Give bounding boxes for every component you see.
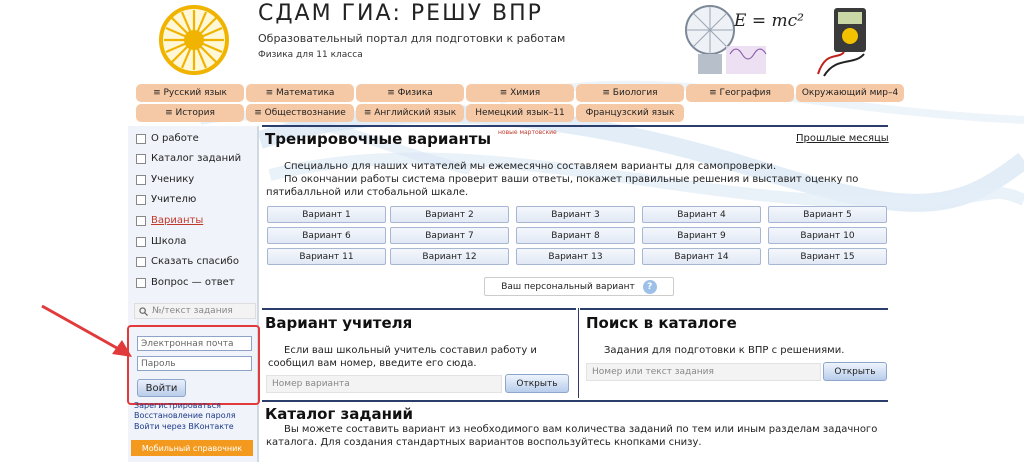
variant-button[interactable]: Вариант 7	[390, 227, 509, 244]
new-tag: новые мартовские	[498, 129, 557, 136]
mobile-reference-button[interactable]: Мобильный справочник	[131, 440, 253, 456]
search-rule	[580, 308, 888, 310]
nav-geography[interactable]: ≡ География	[686, 84, 794, 102]
variant-number-field[interactable]: Номер варианта	[266, 375, 502, 393]
variant-button[interactable]: Вариант 1	[267, 206, 386, 223]
section-rule	[262, 125, 888, 127]
help-icon[interactable]: ?	[643, 280, 657, 294]
nav-math[interactable]: ≡ Математика	[246, 84, 354, 102]
variant-button[interactable]: Вариант 11	[267, 248, 386, 265]
personal-variant-button[interactable]: Ваш персональный вариант ?	[484, 277, 674, 296]
sidebar-item-school[interactable]: Школа	[136, 236, 186, 247]
variant-button[interactable]: Вариант 12	[390, 248, 509, 265]
column-divider	[578, 308, 579, 398]
checkbox-icon	[136, 134, 146, 144]
variant-button[interactable]: Вариант 9	[642, 227, 761, 244]
checkbox-icon	[136, 154, 146, 164]
sidebar-item-about[interactable]: О работе	[136, 133, 199, 144]
password-field[interactable]: Пароль	[137, 356, 252, 371]
past-months-link[interactable]: Прошлые месяцы	[796, 133, 889, 144]
sidebar-item-faq[interactable]: Вопрос — ответ	[136, 277, 235, 288]
checkbox-icon	[136, 216, 146, 226]
variant-button[interactable]: Вариант 3	[516, 206, 635, 223]
search-icon	[139, 307, 148, 316]
catalog-title: Каталог заданий	[265, 405, 414, 423]
task-search-input[interactable]: №/текст задания	[134, 303, 256, 319]
catalog-desc: Вы можете составить вариант из необходимого вам количества заданий по тем или иным разделам задачного каталога. Для создания стандартных вариантов воспользуйтесь кнопками снизу.	[266, 424, 878, 448]
sidebar-item-teacher[interactable]: Учителю	[136, 194, 196, 205]
nav-german[interactable]: Немецкий язык–11	[466, 104, 574, 122]
catalog-search-field[interactable]: Номер или текст задания	[586, 363, 821, 381]
variant-button[interactable]: Вариант 4	[642, 206, 761, 223]
training-title: Тренировочные варианты	[265, 130, 492, 148]
nav-social[interactable]: ≡ Обществознание	[246, 104, 354, 122]
variant-button[interactable]: Вариант 8	[516, 227, 635, 244]
physics-header-illustration	[668, 0, 888, 80]
email-field[interactable]: Электронная почта	[137, 336, 252, 351]
sidebar-item-variants[interactable]: Варианты	[136, 215, 203, 226]
sidebar-item-thanks[interactable]: Сказать спасибо	[136, 256, 239, 267]
site-subtitle: Образовательный портал для подготовки к работам	[258, 32, 566, 45]
nav-physics[interactable]: ≡ Физика	[356, 84, 464, 102]
sidebar-item-catalog[interactable]: Каталог заданий	[136, 153, 241, 164]
variant-button[interactable]: Вариант 6	[267, 227, 386, 244]
login-button[interactable]: Войти	[137, 379, 186, 397]
catalog-rule	[262, 400, 888, 402]
variant-button[interactable]: Вариант 5	[768, 206, 887, 223]
training-desc-2: По окончании работы система проверит ваши ответы, покажет правильные решения и выставит оценку по пятибалльной или стобальной шкале.	[266, 174, 859, 198]
vk-login-link[interactable]: Войти через ВКонтакте	[134, 422, 234, 431]
catalog-search-desc: Задания для подготовки к ВПР с решениями.	[604, 345, 845, 356]
register-link[interactable]: Зарегистрироваться	[134, 401, 221, 410]
nav-russian[interactable]: ≡ Русский язык	[136, 84, 244, 102]
checkbox-icon	[136, 195, 146, 205]
variant-button[interactable]: Вариант 10	[768, 227, 887, 244]
nav-english[interactable]: ≡ Английский язык	[356, 104, 464, 122]
restore-password-link[interactable]: Восстановление пароля	[134, 411, 236, 420]
nav-history[interactable]: ≡ История	[136, 104, 244, 122]
training-desc-1: Специально для наших читателей мы ежемесячно составляем варианты для самопроверки.	[284, 161, 777, 172]
checkbox-icon	[136, 237, 146, 247]
catalog-open-button[interactable]: Открыть	[823, 362, 887, 381]
teacher-title: Вариант учителя	[265, 314, 413, 332]
variant-button[interactable]: Вариант 15	[768, 248, 887, 265]
teacher-desc: Если ваш школьный учитель составил работу и сообщил вам номер, введите его сюда.	[268, 345, 537, 369]
nav-biology[interactable]: ≡ Биология	[576, 84, 684, 102]
checkbox-icon	[136, 278, 146, 288]
variant-button[interactable]: Вариант 13	[516, 248, 635, 265]
variant-button[interactable]: Вариант 14	[642, 248, 761, 265]
sidebar-item-student[interactable]: Ученику	[136, 174, 194, 185]
subject-nav-row-2	[136, 104, 684, 122]
catalog-search-title: Поиск в каталоге	[586, 314, 737, 332]
nav-chemistry[interactable]: ≡ Химия	[466, 84, 574, 102]
red-arrow-icon	[38, 300, 138, 360]
checkbox-icon	[136, 175, 146, 185]
subject-nav-row-1	[136, 84, 904, 102]
nav-french[interactable]: Французский язык	[576, 104, 684, 122]
teacher-rule	[262, 308, 576, 310]
variant-button[interactable]: Вариант 2	[390, 206, 509, 223]
checkbox-icon	[136, 257, 146, 267]
teacher-open-button[interactable]: Открыть	[505, 374, 569, 393]
nav-world[interactable]: Окружающий мир–4	[796, 84, 904, 102]
formula-text: E = mc²	[734, 11, 804, 31]
subject-grade: Физика для 11 класса	[258, 50, 363, 60]
sun-logo-icon[interactable]	[156, 2, 232, 78]
site-title[interactable]: СДАМ ГИА: РЕШУ ВПР	[258, 1, 543, 26]
